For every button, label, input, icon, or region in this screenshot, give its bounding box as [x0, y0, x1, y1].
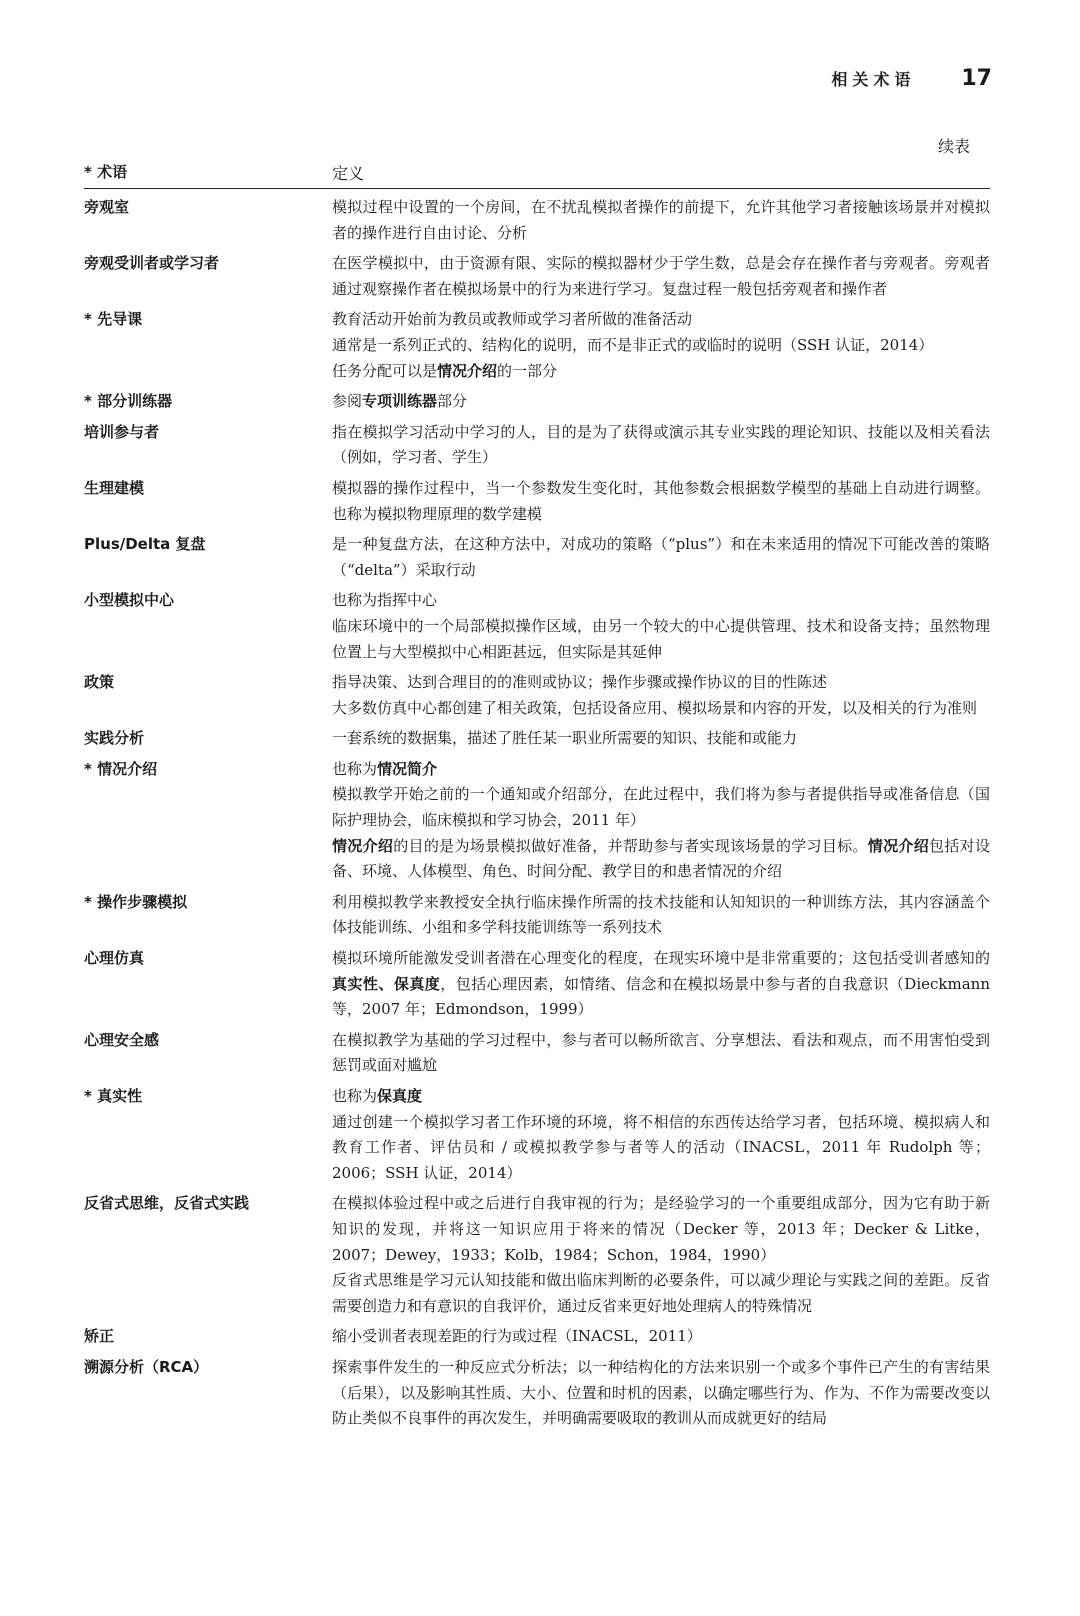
- glossary-row: [84, 757, 990, 885]
- glossary-definition: [332, 1191, 990, 1319]
- glossary-term: 心理安全感: [84, 1030, 160, 1049]
- glossary-term: 旁观受训者或学习者: [84, 254, 220, 273]
- glossary-row: [84, 307, 990, 384]
- bold-term-ref: 保真度: [377, 1087, 423, 1105]
- glossary-definition: [332, 476, 990, 527]
- running-head: [831, 66, 992, 91]
- definition-line: 通过创建一个模拟学习者工作环境的环境，将不相信的东西传达给学习者，包括环境、模拟病人和教育工作者、评估员和 / 或模拟教学参与者等人的活动（INACSL，2011 年 Rudolph 等；2006；SSH 认证，2014）: [332, 1112, 990, 1182]
- glossary-definition: [332, 1324, 990, 1350]
- definition-line: 一套系统的数据集，描述了胜任某一职业所需要的知识、技能和或能力: [332, 729, 798, 748]
- glossary-row: [84, 1324, 990, 1350]
- glossary-term: * 部分训练器: [84, 392, 173, 411]
- glossary-definition: [332, 588, 990, 665]
- definition-line: 也称为情况简介: [332, 759, 438, 778]
- glossary-term: * 先导课: [84, 310, 143, 329]
- glossary-definition: [332, 1084, 990, 1186]
- glossary-term: 心理仿真: [84, 949, 145, 968]
- definition-line: 反省式思维是学习元认知技能和做出临床判断的必要条件，可以减少理论与实践之间的差距。反省需要创造力和有意识的自我评价，通过反省来更好地处理病人的特殊情况: [332, 1271, 990, 1315]
- definition-line: 利用模拟教学来教授安全执行临床操作所需的技术技能和认知知识的一种训练方法，其内容涵盖个体技能训练、小组和多学科技能训练等一系列技术: [332, 892, 990, 937]
- glossary-term: Plus/Delta 复盘: [84, 535, 206, 554]
- glossary-row: [84, 588, 990, 665]
- glossary-definition: [332, 420, 990, 471]
- glossary-row: [84, 946, 990, 1023]
- definition-line: 教育活动开始前为教员或教师或学习者所做的准备活动: [332, 310, 693, 329]
- glossary-row: [84, 420, 990, 471]
- definition-line: 大多数仿真中心都创建了相关政策，包括设备应用、模拟场景和内容的开发，以及相关的行为准则: [332, 698, 978, 717]
- definition-line: 探索事件发生的一种反应式分析法；以一种结构化的方法来识别一个或多个事件已产生的有害结果（后果），以及影响其性质、大小、位置和时机的因素，以确定哪些行为、作为、不作为需要改变以防止类似不良事件的再次发生，并明确需要吸取的教训从而成就更好的结局: [332, 1357, 990, 1428]
- bold-term-ref: 专项训练器: [362, 392, 438, 411]
- glossary-term: 小型模拟中心: [84, 591, 175, 610]
- glossary-term: 培训参与者: [84, 422, 160, 441]
- column-header-definition: 定义: [332, 164, 365, 183]
- table-continued-label: 续表: [937, 137, 970, 156]
- glossary-definition: [332, 726, 990, 752]
- glossary-term: 溯源分析（RCA）: [84, 1357, 209, 1376]
- definition-line: 临床环境中的一个局部模拟操作区域，由另一个较大的中心提供管理、技术和设备支持；虽然物理位置上与大型模拟中心相距甚远，但实际是其延伸: [332, 616, 990, 661]
- definition-line: 在模拟教学为基础的学习过程中，参与者可以畅所欲言、分享想法、看法和观点，而不用害怕受到惩罚或面对尴尬: [332, 1030, 990, 1075]
- glossary-definition: [332, 195, 990, 246]
- glossary-term: * 情况介绍: [84, 759, 158, 778]
- definition-line: 任务分配可以是情况介绍的一部分: [332, 361, 558, 380]
- definition-line: 通常是一系列正式的、结构化的说明，而不是非正式的或临时的说明（SSH 认证，2014）: [332, 335, 934, 354]
- glossary-row: [84, 532, 990, 583]
- glossary-table: [84, 161, 990, 1437]
- chapter-title: 相关术语: [831, 70, 916, 89]
- bold-term-ref: 情况简介: [377, 759, 438, 778]
- definition-line: 指导决策、达到合理目的的准则或协议；操作步骤或操作协议的目的性陈述: [332, 673, 828, 692]
- glossary-row: [84, 251, 990, 302]
- glossary-body: [84, 195, 990, 1432]
- glossary-term: 矫正: [84, 1327, 115, 1346]
- definition-line: 也称为保真度: [332, 1087, 423, 1105]
- glossary-term: 生理建模: [84, 478, 145, 497]
- definition-line: 指在模拟学习活动中学习的人，目的是为了获得或演示其专业实践的理论知识、技能以及相关看法（例如，学习者、学生）: [332, 422, 990, 467]
- definition-line: 模拟过程中设置的一个房间，在不扰乱模拟者操作的前提下，允许其他学习者接触该场景并对模拟者的操作进行自由讨论、分析: [332, 198, 990, 242]
- definition-line: 也称为指挥中心: [332, 591, 438, 610]
- glossary-definition: [332, 307, 990, 384]
- glossary-header-row: [84, 161, 990, 189]
- glossary-row: [84, 890, 990, 941]
- definition-line: 在医学模拟中，由于资源有限、实际的模拟器材少于学生数，总是会存在操作者与旁观者。旁观者通过观察操作者在模拟场景中的行为来进行学习。复盘过程一般包括旁观者和操作者: [332, 254, 990, 298]
- glossary-definition: [332, 757, 990, 885]
- definition-line: 是一种复盘方法，在这种方法中，对成功的策略（“plus”）和在未来适用的情况下可能改善的策略（“delta”）采取行动: [332, 535, 990, 579]
- glossary-row: [84, 389, 990, 415]
- glossary-row: [84, 670, 990, 721]
- glossary-definition: [332, 251, 990, 302]
- definition-line: 在模拟体验过程中或之后进行自我审视的行为；是经验学习的一个重要组成部分，因为它有助于新知识的发现，并将这一知识应用于将来的情况（Decker 等，2013 年；Decker & Litke，2007；Dewey，1933；Kolb，1984；Schon，1984，1990）: [332, 1194, 990, 1264]
- glossary-row: [84, 1084, 990, 1186]
- bold-term-ref: 情况介绍: [437, 361, 498, 380]
- glossary-definition: [332, 1028, 990, 1079]
- glossary-definition: [332, 389, 990, 415]
- glossary-row: [84, 476, 990, 527]
- page-number: 17: [961, 66, 992, 91]
- glossary-row: [84, 195, 990, 246]
- glossary-definition: [332, 890, 990, 941]
- definition-line: 模拟教学开始之前的一个通知或介绍部分，在此过程中，我们将为参与者提供指导或准备信息（国际护理协会，临床模拟和学习协会，2011 年）: [332, 785, 990, 830]
- definition-line: 模拟器的操作过程中，当一个参数发生变化时，其他参数会根据数学模型的基础上自动进行调整。也称为模拟物理原理的数学建模: [332, 478, 990, 523]
- glossary-term: 实践分析: [84, 729, 145, 748]
- definition-line: 缩小受训者表现差距的行为或过程（INACSL，2011）: [332, 1327, 702, 1346]
- column-header-term: * 术语: [84, 163, 128, 181]
- glossary-definition: [332, 670, 990, 721]
- definition-line: 参阅专项训练器部分: [332, 392, 468, 411]
- glossary-definition: [332, 1355, 990, 1432]
- bold-term-ref: 情况介绍: [867, 836, 930, 855]
- glossary-row: [84, 1191, 990, 1319]
- glossary-term: 政策: [84, 673, 115, 692]
- glossary-term: 反省式思维，反省式实践: [84, 1194, 250, 1213]
- glossary-row: [84, 1355, 990, 1432]
- bold-term-ref: 真实性、保真度: [332, 974, 441, 993]
- glossary-term: * 操作步骤模拟: [84, 892, 188, 911]
- glossary-term: * 真实性: [84, 1087, 143, 1105]
- bold-term-ref: 情况介绍: [332, 836, 394, 855]
- definition-line: 情况介绍的目的是为场景模拟做好准备，并帮助参与者实现该场景的学习目标。情况介绍包括对设备、环境、人体模型、角色、时间分配、教学目的和患者情况的介绍: [332, 836, 990, 881]
- glossary-definition: [332, 532, 990, 583]
- glossary-row: [84, 1028, 990, 1079]
- glossary-row: [84, 726, 990, 752]
- definition-line: 模拟环境所能激发受训者潜在心理变化的程度，在现实环境中是非常重要的；这包括受训者感知的真实性、保真度，包括心理因素，如情绪、信念和在模拟场景中参与者的自我意识（Dieckmann 等，2007 年；Edmondson，1999）: [332, 949, 990, 1019]
- glossary-definition: [332, 946, 990, 1023]
- glossary-term: 旁观室: [84, 198, 130, 216]
